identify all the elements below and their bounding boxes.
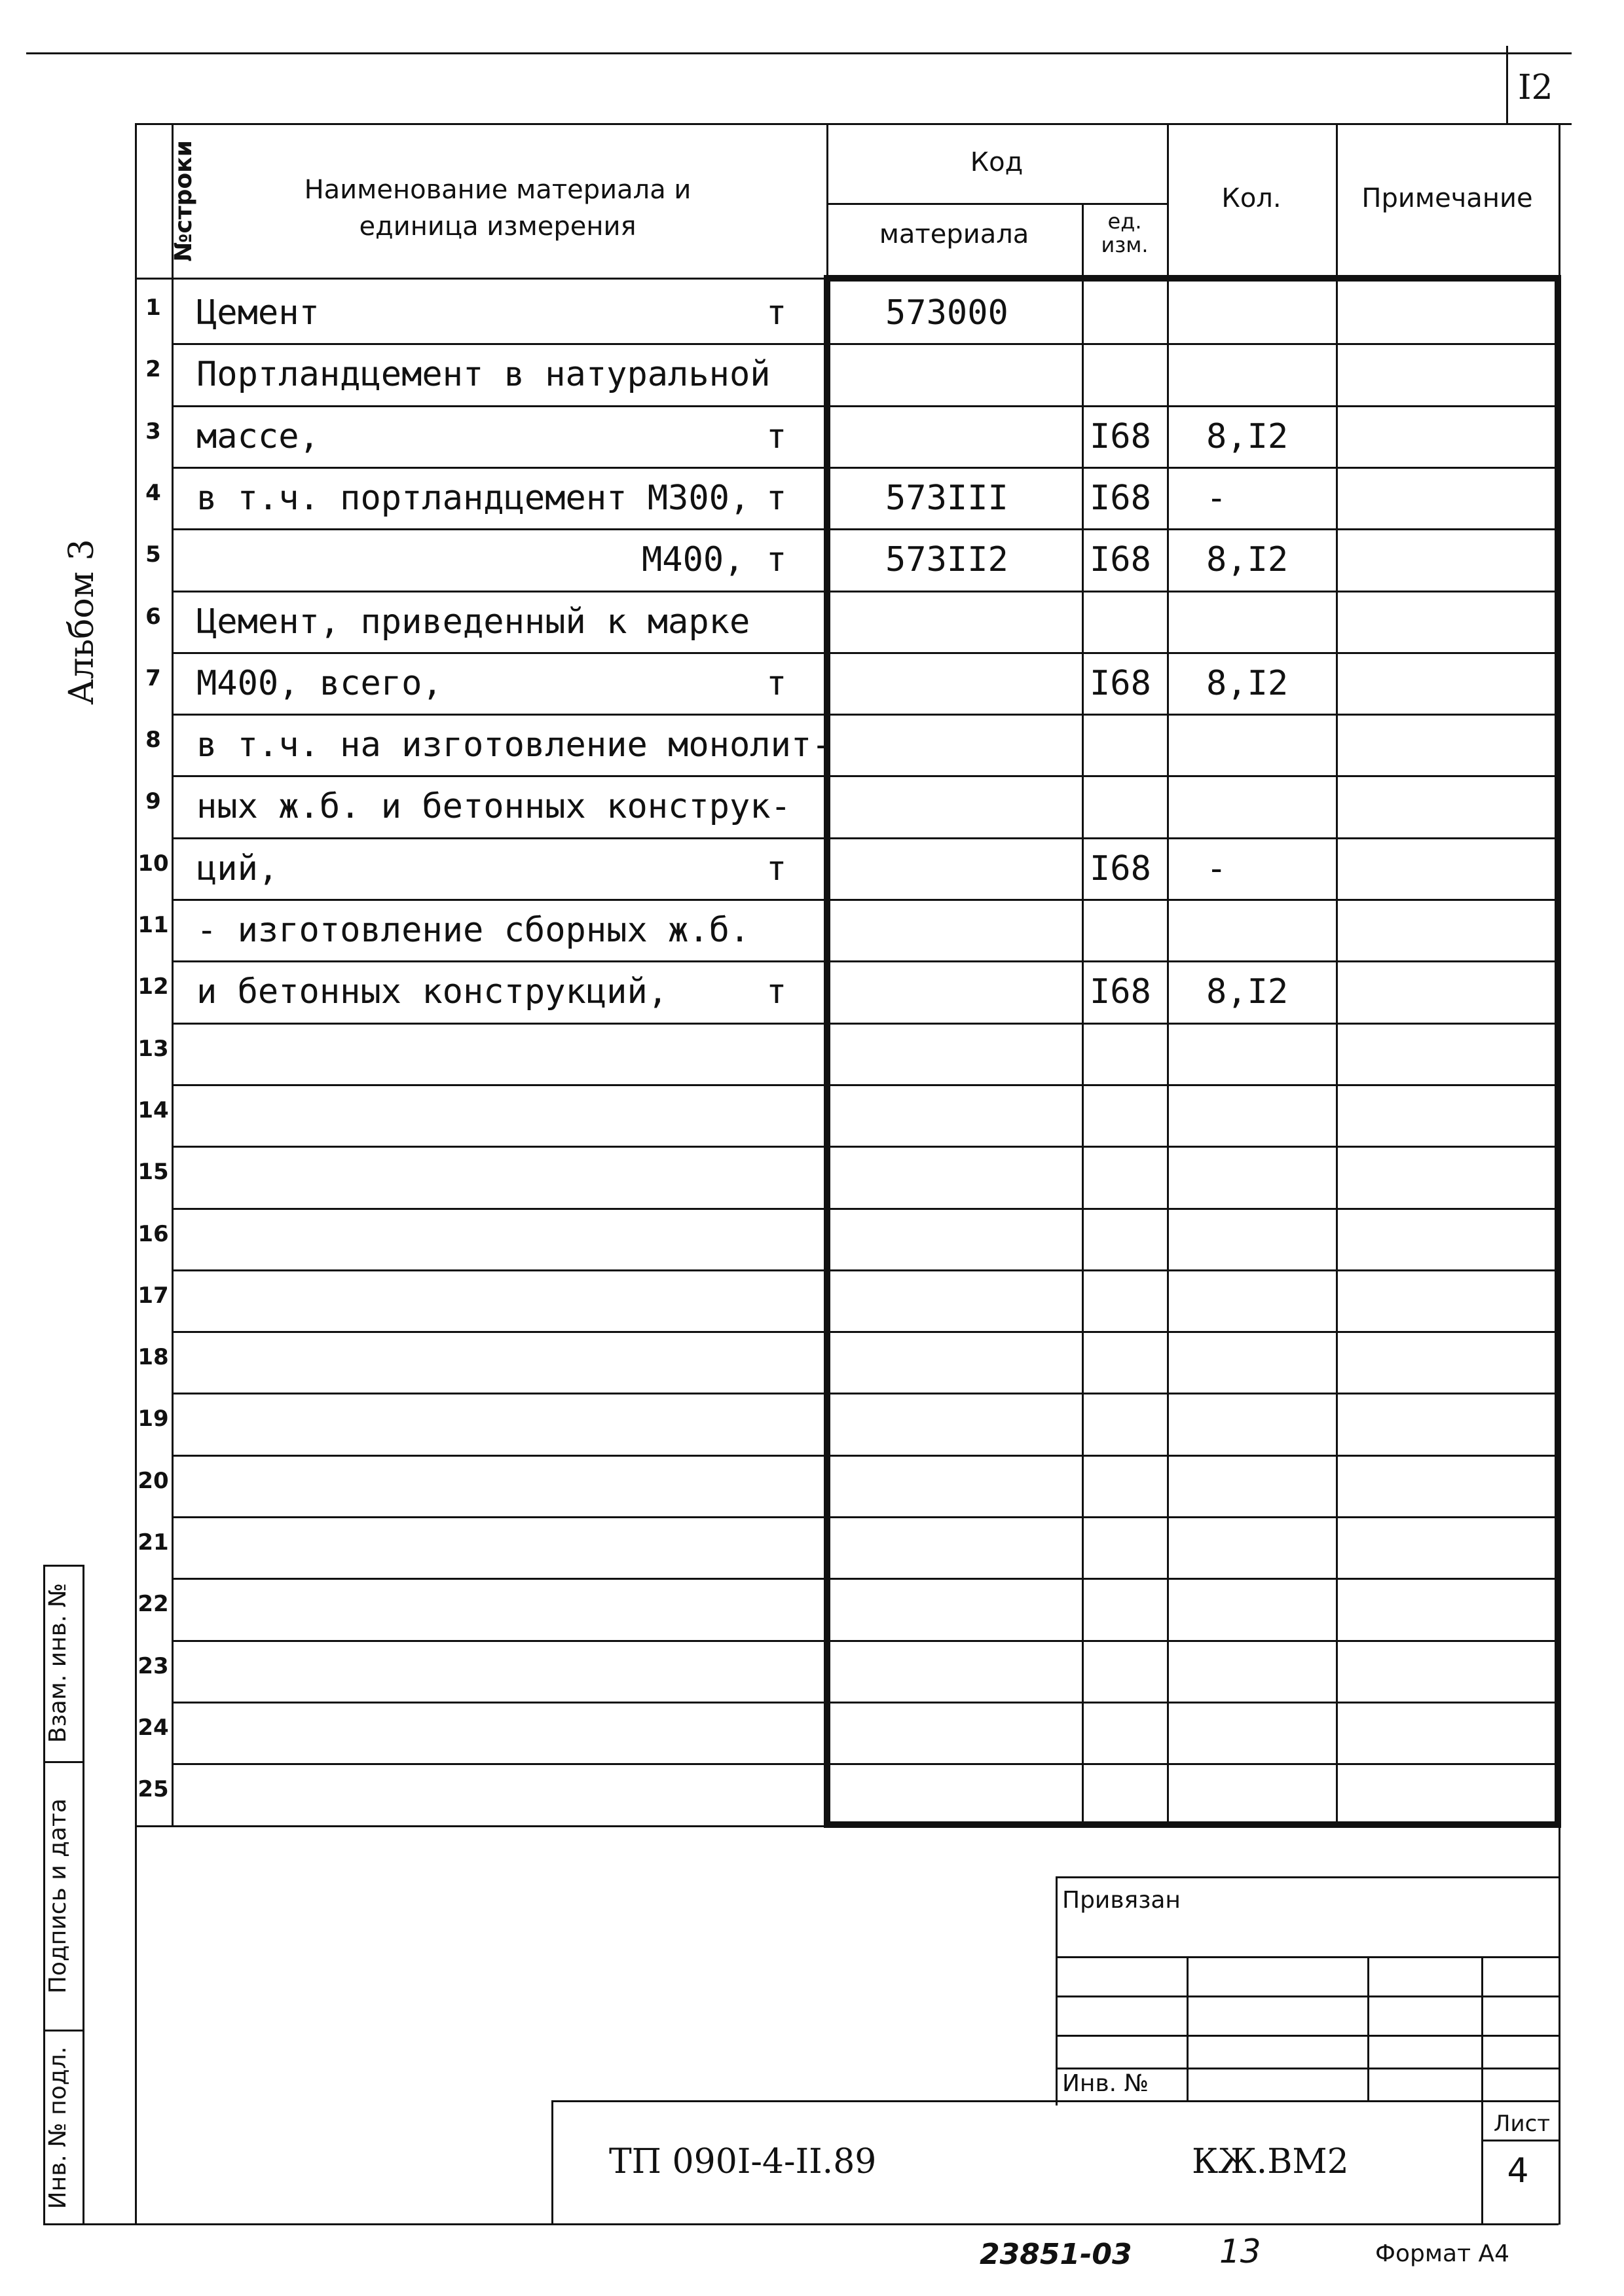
row-qty: 8,I2 (1206, 416, 1289, 456)
row-name: ных ж.б. и бетонных конструк- (196, 787, 791, 827)
side-stamp-sep1 (43, 1761, 83, 1763)
row-name: Цемент (196, 293, 320, 333)
col-code-unit-line (1082, 203, 1084, 1825)
row-number: 16 (138, 1220, 169, 1247)
header-code-unit: ед. изм. (1101, 209, 1149, 257)
row-number: 14 (138, 1097, 169, 1123)
code-subheader-line (826, 203, 1167, 205)
album-label: Альбом 3 (62, 539, 101, 705)
row-separator (172, 1269, 1559, 1271)
row-separator (172, 1455, 1559, 1457)
row-number: 15 (138, 1159, 169, 1186)
row-number: 18 (138, 1344, 169, 1371)
row-name: в т.ч. портландцемент М300, (196, 478, 750, 518)
row-unit: т (766, 663, 787, 703)
tb-col-1 (1187, 1956, 1189, 2100)
row-separator (172, 591, 1559, 592)
row-number: 23 (138, 1652, 169, 1679)
tb-col-2 (1367, 1956, 1369, 2100)
row-name: М400, всего, (196, 663, 443, 703)
row-number: 1 (145, 295, 161, 321)
side-stamp-inv-podl: Инв. № подл. (45, 2046, 71, 2210)
side-stamp-top (43, 1565, 83, 1567)
row-qty: - (1206, 478, 1227, 518)
row-separator (172, 1516, 1559, 1518)
col-qty-line (1167, 123, 1169, 1825)
row-separator (172, 467, 1559, 469)
body-left-thick (824, 275, 830, 1827)
footer-page-seq: 13 (1219, 2232, 1261, 2270)
row-separator (172, 1023, 1559, 1025)
row-number: 13 (138, 1035, 169, 1062)
row-separator (172, 405, 1559, 407)
row-number: 21 (138, 1529, 169, 1556)
body-right-thick (1555, 275, 1561, 1827)
row-number: 6 (145, 603, 161, 630)
body-top-left (135, 278, 826, 280)
row-name: Портландцемент в натуральной (196, 355, 771, 395)
side-stamp-podpis: Подпись и дата (45, 1798, 71, 1994)
row-unit: т (766, 478, 787, 518)
frame-bottom (43, 2223, 1559, 2225)
row-separator (172, 343, 1559, 345)
row-separator (172, 528, 1559, 530)
row-name: М400, (642, 540, 745, 580)
row-number: 17 (138, 1282, 169, 1309)
row-number: 3 (145, 418, 161, 445)
row-unit-code: I68 (1090, 663, 1151, 703)
top-border-line (26, 52, 1572, 54)
row-name: массе, (196, 416, 320, 456)
header-note: Примечание (1361, 183, 1533, 213)
row-number: 4 (145, 479, 161, 506)
side-stamp-right (83, 1565, 84, 2225)
row-number: 20 (138, 1467, 169, 1494)
row-separator (172, 1702, 1559, 1704)
row-code: 573III (885, 478, 1008, 518)
row-separator (172, 714, 1559, 716)
tb-inv-no: Инв. № (1062, 2070, 1149, 2097)
body-bottom-left (135, 1825, 826, 1827)
row-number: 22 (138, 1591, 169, 1618)
page-number-box-left (1506, 46, 1508, 124)
tb-doc-code: ТП 090I-4-II.89 (609, 2142, 877, 2181)
row-unit-code: I68 (1090, 972, 1151, 1012)
row-separator (172, 775, 1559, 777)
row-number: 10 (138, 850, 169, 877)
row-separator (172, 1084, 1559, 1086)
row-unit: т (766, 972, 787, 1012)
side-stamp-vzam: Взам. инв. № (45, 1582, 71, 1743)
row-separator (172, 837, 1559, 839)
row-qty: 8,I2 (1206, 663, 1289, 703)
col-note-line (1336, 123, 1338, 1825)
header-row-no: №строки (170, 140, 197, 262)
header-code-group: Код (970, 147, 1024, 177)
row-separator (172, 899, 1559, 901)
tb-privyazan-top (1056, 1876, 1559, 1878)
row-code: 573II2 (885, 540, 1008, 580)
row-number: 7 (145, 665, 161, 691)
row-name: Цемент, приведенный к марке (196, 602, 750, 642)
row-separator (172, 1640, 1559, 1642)
row-separator (172, 1578, 1559, 1580)
row-unit: т (766, 293, 787, 333)
page-number: I2 (1518, 68, 1553, 107)
row-number: 24 (138, 1714, 169, 1741)
body-bottom-thick (824, 1821, 1561, 1828)
row-name: и бетонных конструкций, (196, 972, 669, 1012)
row-number: 2 (145, 356, 161, 383)
col-rownum-line (172, 123, 174, 1825)
row-number: 9 (145, 788, 161, 815)
row-unit: т (766, 848, 787, 888)
row-separator (172, 1208, 1559, 1210)
tb-main-top (551, 2100, 1559, 2102)
row-separator (172, 960, 1559, 962)
row-qty: 8,I2 (1206, 540, 1289, 580)
row-unit-code: I68 (1090, 540, 1151, 580)
row-separator (172, 1763, 1559, 1765)
footer-archive-no: 23851-03 (980, 2238, 1132, 2271)
row-unit: т (766, 416, 787, 456)
row-number: 8 (145, 727, 161, 754)
row-number: 12 (138, 974, 169, 1000)
footer-format: Формат А4 (1375, 2240, 1510, 2267)
row-unit: т (766, 540, 787, 580)
row-separator (172, 1393, 1559, 1394)
row-separator (172, 1146, 1559, 1148)
row-qty: 8,I2 (1206, 972, 1289, 1012)
side-stamp-sep2 (43, 2030, 83, 2032)
row-separator (172, 1331, 1559, 1333)
row-code: 573000 (885, 293, 1008, 333)
row-name: в т.ч. на изготовление монолит- (196, 725, 832, 765)
header-code-material: материала (879, 219, 1029, 249)
body-top-thick (826, 275, 1560, 282)
tb-privyazan-left (1056, 1876, 1058, 2105)
row-name: ций, (196, 848, 279, 888)
row-number: 11 (138, 912, 169, 938)
row-number: 19 (138, 1406, 169, 1432)
header-name-col: Наименование материала и единица измерения (304, 175, 692, 242)
row-qty: - (1206, 848, 1227, 888)
row-name: - изготовление сборных ж.б. (196, 911, 750, 950)
row-number: 5 (145, 541, 161, 568)
tb-privyazan: Привязан (1062, 1887, 1181, 1914)
row-separator (172, 652, 1559, 654)
tb-col-3 (1481, 1956, 1483, 2225)
row-unit-code: I68 (1090, 848, 1151, 888)
frame-top (135, 123, 1559, 125)
tb-sheet-label: Лист (1493, 2111, 1551, 2137)
tb-sheet-sep (1481, 2140, 1559, 2141)
row-unit-code: I68 (1090, 478, 1151, 518)
tb-main-left (551, 2100, 553, 2225)
row-unit-code: I68 (1090, 416, 1151, 456)
tb-mark: КЖ.ВМ2 (1192, 2142, 1349, 2181)
tb-sheet-no: 4 (1507, 2151, 1529, 2191)
header-qty: Кол. (1221, 183, 1282, 213)
row-number: 25 (138, 1776, 169, 1803)
